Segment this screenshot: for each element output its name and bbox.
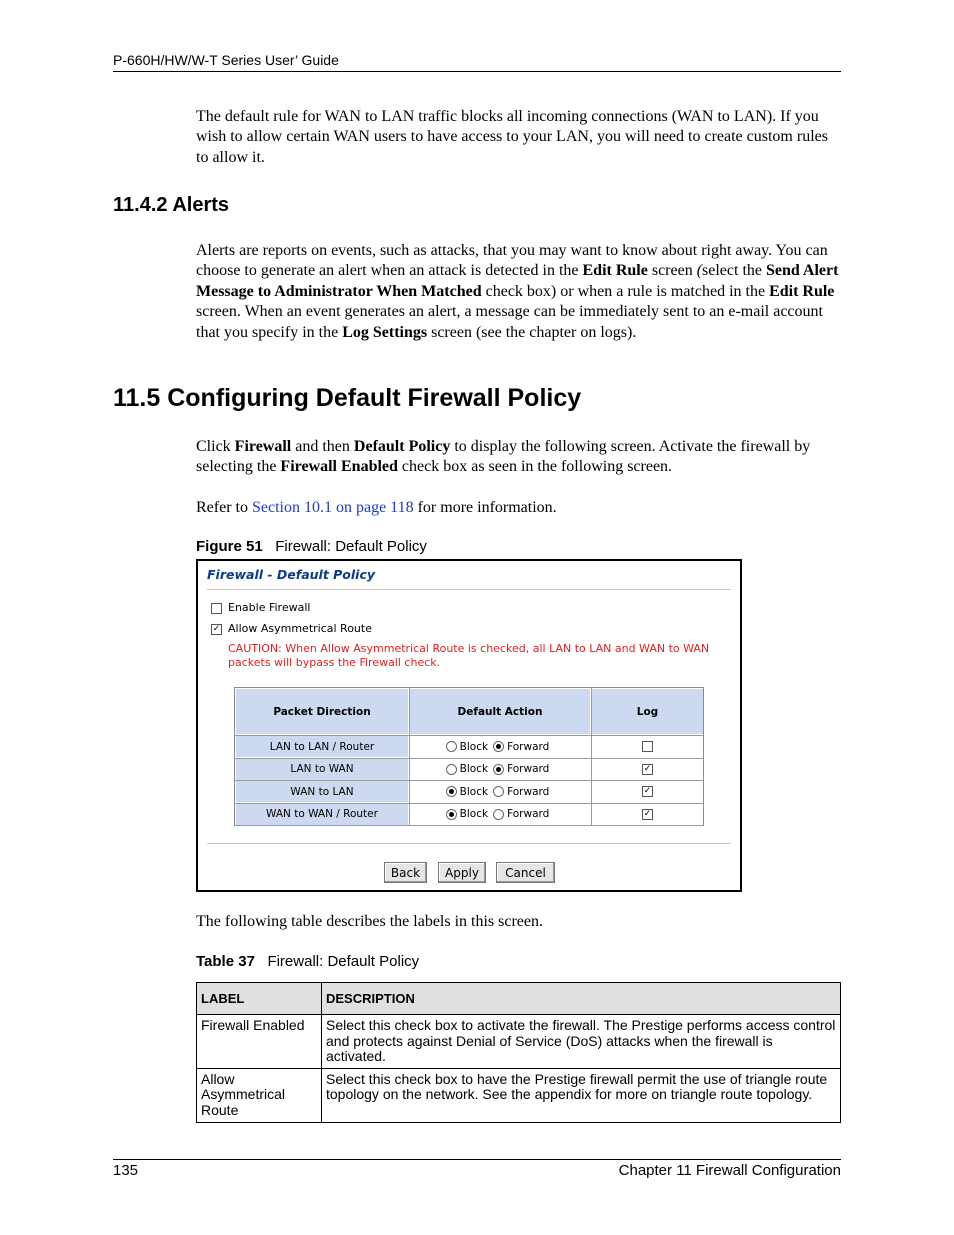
allow-asym-checkbox[interactable]: ✓	[212, 624, 221, 634]
allow-asym-label: Allow Asymmetrical Route	[228, 622, 372, 635]
block-label: Block	[459, 808, 489, 820]
row-label: Allow Asymmetrical Route	[197, 1068, 322, 1122]
policy-row-direction: WAN to WAN / Router	[236, 804, 408, 825]
log-checkbox[interactable]	[642, 741, 653, 752]
block-radio[interactable]	[446, 809, 457, 820]
after-figure-text: The following table describes the labels in this screen.	[196, 913, 544, 930]
intro-paragraph: The default rule for WAN to LAN traffic blocks all incoming connections (WAN to LAN). If you wish to allow certain WAN users to have access to your LAN, you will need to create custom rules to allow it.	[196, 108, 828, 166]
block-label: Block	[459, 785, 489, 798]
header-default-action: Default Action	[410, 689, 590, 734]
forward-radio[interactable]	[493, 764, 504, 775]
row-divider	[235, 735, 703, 736]
policy-row-log	[592, 736, 703, 757]
block-label: Block	[459, 763, 489, 775]
label-description-table	[196, 982, 841, 1123]
row-label: Firewall Enabled	[197, 1015, 322, 1069]
table-caption: Table 37 Firewall: Default Policy	[196, 953, 420, 970]
row-description: Select this check box to activate the firewall. The Prestige performs access control and protects against Denial of Service (DoS) attacks when the firewall is activated.	[322, 1015, 841, 1069]
policy-row-action	[410, 781, 590, 802]
policy-row-direction: WAN to LAN	[236, 781, 408, 802]
forward-label: Forward	[507, 808, 550, 820]
forward-label: Forward	[507, 785, 550, 798]
block-radio[interactable]	[446, 764, 457, 775]
row-description: Select this check box to have the Prestige firewall permit the use of triangle route topology on the network. See the appendix for more on triangle route topology.	[322, 1068, 841, 1122]
row-divider	[235, 780, 703, 781]
alerts-paragraph: Alerts are reports on events, such as attacks, that you may want to know about right away. You can choose to generate an alert when an attack is detected in the Edit Rule screen (select the Send Alert Message to Administrator When Matched check box) or when a rule is matched in the Edit Rule screen. When an event generates an alert, a message can be immediately sent to an e-mail account that you specify in the Log Settings screen (see the chapter on logs).	[196, 242, 839, 341]
block-label: Block	[459, 740, 489, 753]
row-divider	[235, 803, 703, 804]
section-heading-config: 11.5 Configuring Default Firewall Policy	[113, 384, 582, 412]
row-divider	[235, 825, 703, 826]
running-header: P-660H/HW/W-T Series User’ Guide	[113, 52, 339, 68]
refer-paragraph: Refer to Section 10.1 on page 118 for more information.	[196, 499, 557, 516]
forward-radio[interactable]	[493, 809, 504, 820]
firewall-screenshot	[196, 559, 742, 892]
title-divider	[207, 589, 731, 590]
column-divider	[409, 688, 410, 825]
log-checkbox[interactable]: ✓	[643, 808, 652, 819]
header-log: Log	[592, 689, 703, 734]
page-number: 135	[113, 1162, 139, 1179]
forward-radio[interactable]	[493, 741, 504, 752]
policy-row-direction: LAN to LAN / Router	[236, 736, 408, 757]
table-row	[197, 1015, 841, 1069]
caution-text: CAUTION: When Allow Asymmetrical Route is checked, all LAN to LAN and WAN to WAN packets will bypass the Firewall check.	[228, 642, 710, 669]
block-radio[interactable]	[446, 786, 457, 797]
col-header-description: DESCRIPTION	[322, 983, 841, 1015]
policy-row-direction: LAN to WAN	[236, 759, 408, 780]
forward-label: Forward	[507, 763, 550, 775]
forward-label: Forward	[507, 740, 550, 753]
policy-row-action	[410, 736, 590, 757]
button-divider	[207, 843, 731, 844]
row-divider	[235, 758, 703, 759]
block-radio[interactable]	[446, 741, 457, 752]
header-rule	[113, 71, 841, 72]
apply-button[interactable]: Apply	[438, 862, 486, 883]
policy-row-log	[592, 759, 703, 780]
forward-radio[interactable]	[493, 786, 504, 797]
footer-rule	[113, 1159, 841, 1160]
col-header-label: LABEL	[197, 983, 322, 1015]
back-button[interactable]: Back	[384, 862, 427, 883]
log-checkbox[interactable]: ✓	[643, 786, 652, 796]
policy-row-log	[592, 781, 703, 802]
cancel-button[interactable]: Cancel	[496, 862, 555, 883]
figure-caption: Figure 51 Firewall: Default Policy	[196, 538, 427, 555]
log-checkbox[interactable]: ✓	[643, 763, 652, 774]
table-row	[197, 1068, 841, 1122]
chapter-title: Chapter 11 Firewall Configuration	[618, 1162, 841, 1179]
policy-row-action	[410, 759, 590, 780]
enable-firewall-label: Enable Firewall	[228, 601, 311, 614]
column-divider	[591, 688, 592, 825]
screen-title: Firewall - Default Policy	[207, 567, 376, 582]
config-paragraph: Click Firewall and then Default Policy to display the following screen. Activate the firewall by selecting the Firewall Enabled check box as seen in the following screen.	[196, 438, 811, 476]
policy-row-log	[592, 804, 703, 825]
policy-table	[234, 687, 704, 826]
policy-row-action	[410, 804, 590, 825]
section-link[interactable]: Section 10.1 on page 118	[251, 499, 414, 516]
section-heading-alerts: 11.4.2 Alerts	[113, 194, 230, 216]
header-packet-direction: Packet Direction	[236, 689, 408, 734]
enable-firewall-checkbox[interactable]	[211, 603, 222, 614]
